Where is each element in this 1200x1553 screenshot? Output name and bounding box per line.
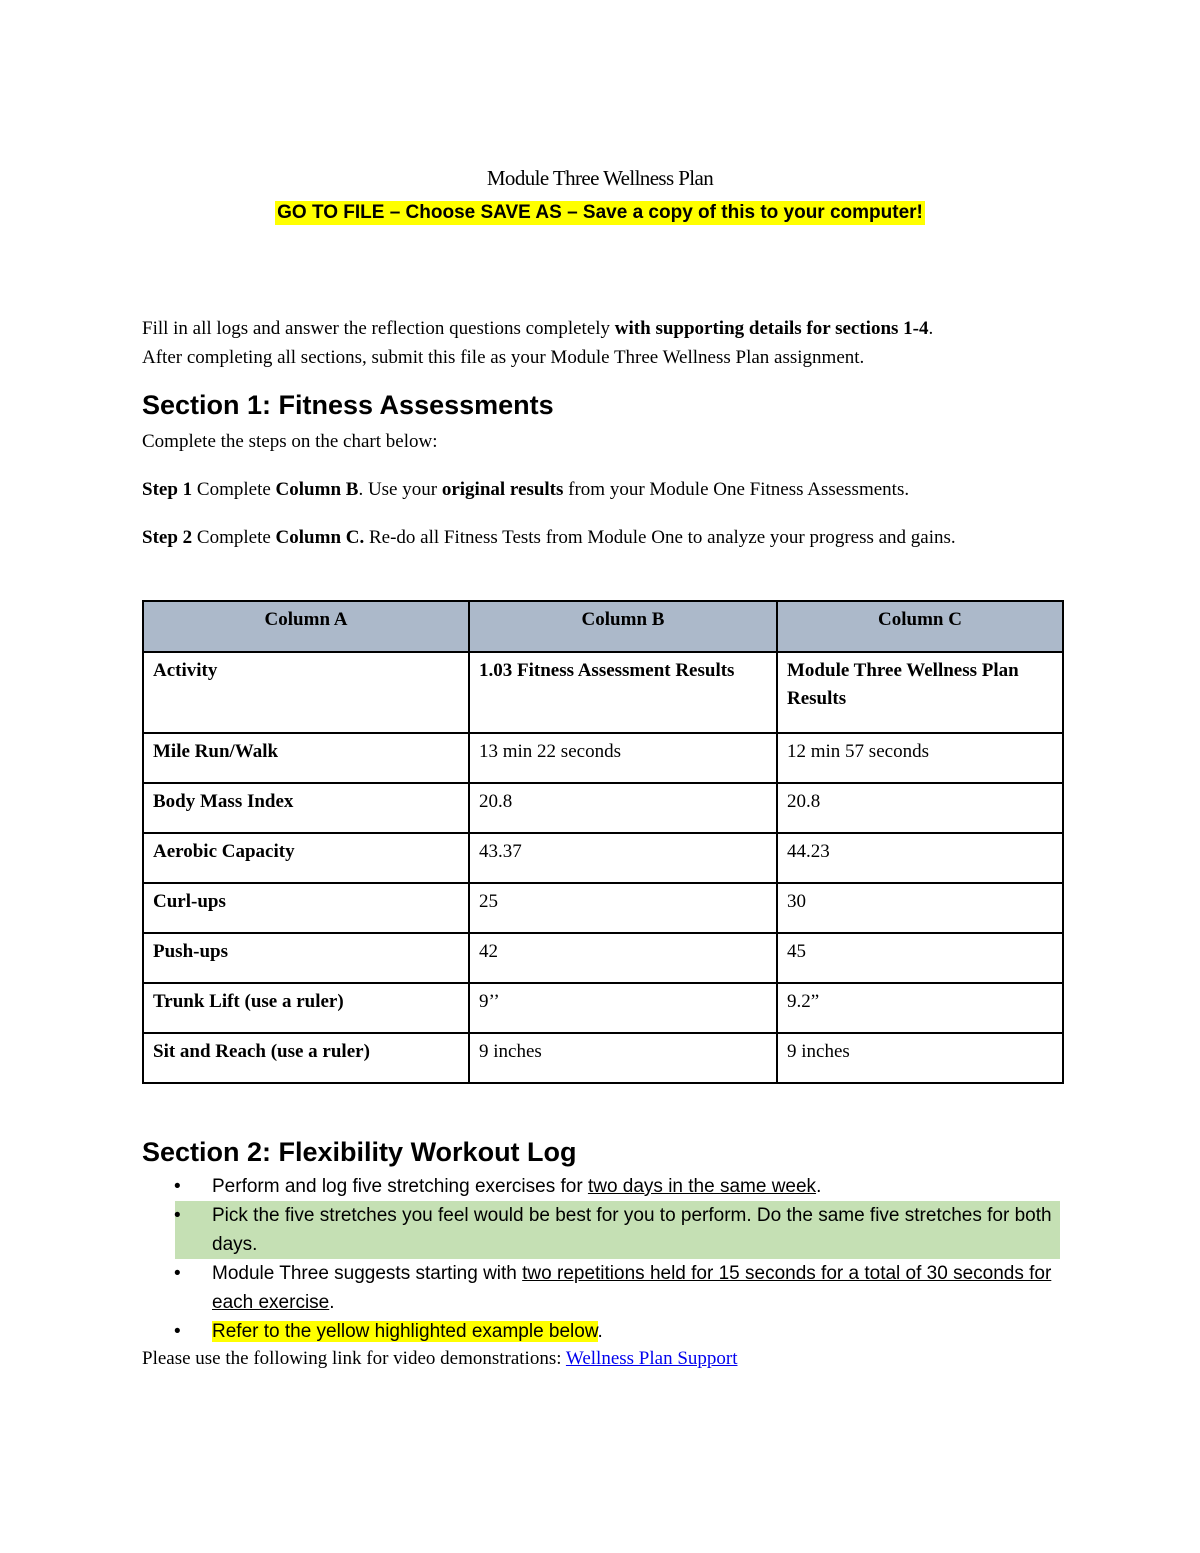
wellness-results-subheader: Module Three Wellness Plan Results bbox=[777, 652, 1063, 733]
column-c-cell[interactable]: 9.2” bbox=[777, 983, 1063, 1033]
table-subheader-row bbox=[143, 652, 1063, 733]
bullet4-highlighted: Refer to the yellow highlighted example below bbox=[212, 1321, 598, 1342]
section2-heading: Section 2: Flexibility Workout Log bbox=[142, 1137, 577, 1167]
column-c-header: Column C bbox=[777, 601, 1063, 652]
list-item bbox=[142, 1317, 1060, 1346]
activity-cell: Sit and Reach (use a ruler) bbox=[143, 1033, 469, 1083]
step1-text-c: from your Module One Fitness Assessments. bbox=[563, 479, 910, 500]
bullet4-period: . bbox=[597, 1321, 603, 1342]
activity-cell: Trunk Lift (use a ruler) bbox=[143, 983, 469, 1033]
video-demo-text: Please use the following link for video demonstrations: bbox=[142, 1348, 566, 1369]
column-c-cell[interactable]: 44.23 bbox=[777, 833, 1063, 883]
bullet2-text: Pick the five stretches you feel would be best for you to perform. Do the same five stretches for both days. bbox=[212, 1205, 1052, 1255]
table-row bbox=[143, 733, 1063, 783]
intro-text: Fill in all logs and answer the reflection questions completely bbox=[142, 318, 615, 339]
bullet1-period: . bbox=[816, 1176, 822, 1197]
save-banner-wrapper bbox=[0, 201, 1200, 225]
intro-bold-text: with supporting details for sections 1-4 bbox=[614, 318, 929, 339]
column-c-cell[interactable]: 9 inches bbox=[777, 1033, 1063, 1083]
table-header-row bbox=[143, 601, 1063, 652]
column-c-cell[interactable]: 12 min 57 seconds bbox=[777, 733, 1063, 783]
step2-text-a: Complete bbox=[192, 527, 276, 548]
list-item bbox=[175, 1201, 1060, 1259]
step1-original-results: original results bbox=[441, 479, 564, 500]
table-row bbox=[143, 783, 1063, 833]
bullet3-underlined: two repetitions held for 15 seconds for a total of 30 seconds for each exercise bbox=[212, 1263, 1052, 1313]
column-c-cell[interactable]: 20.8 bbox=[777, 783, 1063, 833]
activity-subheader: Activity bbox=[143, 652, 469, 733]
activity-cell: Mile Run/Walk bbox=[143, 733, 469, 783]
document-title: Module Three Wellness Plan bbox=[486, 166, 714, 190]
column-c-cell[interactable]: 45 bbox=[777, 933, 1063, 983]
flexibility-instructions-list bbox=[142, 1172, 1062, 1346]
bullet1-text: Perform and log five stretching exercises for bbox=[212, 1176, 588, 1197]
column-b-cell[interactable]: 43.37 bbox=[469, 833, 777, 883]
fitness-results-subheader: 1.03 Fitness Assessment Results bbox=[469, 652, 777, 733]
bullet3-text: Module Three suggests starting with bbox=[212, 1263, 523, 1284]
column-a-header: Column A bbox=[143, 601, 469, 652]
list-item bbox=[142, 1172, 1060, 1201]
column-b-cell[interactable]: 25 bbox=[469, 883, 777, 933]
list-item bbox=[142, 1259, 1060, 1317]
column-b-cell[interactable]: 9’’ bbox=[469, 983, 777, 1033]
activity-cell: Body Mass Index bbox=[143, 783, 469, 833]
bullet-icon: • bbox=[174, 1321, 181, 1342]
column-b-cell[interactable]: 13 min 22 seconds bbox=[469, 733, 777, 783]
step2-text-b: Re-do all Fitness Tests from Module One to analyze your progress and gains. bbox=[364, 527, 956, 548]
step2-instruction bbox=[142, 524, 1062, 553]
table-row bbox=[143, 933, 1063, 983]
column-b-cell[interactable]: 9 inches bbox=[469, 1033, 777, 1083]
table-row bbox=[143, 833, 1063, 883]
fitness-assessment-table bbox=[142, 600, 1064, 1084]
bullet1-underlined: two days in the same week bbox=[587, 1176, 817, 1197]
bullet-icon: • bbox=[174, 1176, 181, 1197]
column-c-cell[interactable]: 30 bbox=[777, 883, 1063, 933]
activity-cell: Curl-ups bbox=[143, 883, 469, 933]
column-b-cell[interactable]: 42 bbox=[469, 933, 777, 983]
step1-label: Step 1 bbox=[142, 479, 193, 500]
bullet3-period: . bbox=[329, 1292, 335, 1313]
column-b-cell[interactable]: 20.8 bbox=[469, 783, 777, 833]
step1-column: Column B bbox=[275, 479, 359, 500]
save-copy-banner: GO TO FILE – Choose SAVE AS – Save a copy of this to your computer! bbox=[277, 202, 923, 223]
wellness-plan-support-link[interactable]: Wellness Plan Support bbox=[565, 1348, 738, 1369]
intro-paragraph bbox=[142, 315, 1062, 372]
video-demo-line bbox=[142, 1345, 1062, 1374]
column-b-header: Column B bbox=[469, 601, 777, 652]
step1-text-a: Complete bbox=[192, 479, 276, 500]
activity-cell: Push-ups bbox=[143, 933, 469, 983]
activity-cell: Aerobic Capacity bbox=[143, 833, 469, 883]
bullet-icon: • bbox=[174, 1263, 181, 1284]
table-row bbox=[143, 1033, 1063, 1083]
intro-line2: After completing all sections, submit this file as your Module Three Wellness Plan assignment. bbox=[142, 346, 865, 368]
step2-column: Column C. bbox=[275, 527, 365, 548]
bullet-icon: • bbox=[174, 1205, 181, 1226]
table-row bbox=[143, 883, 1063, 933]
section1-instructions: Complete the steps on the chart below: bbox=[142, 431, 438, 452]
section1-heading: Section 1: Fitness Assessments bbox=[142, 390, 554, 420]
step1-text-b: . Use your bbox=[358, 479, 442, 500]
step2-label: Step 2 bbox=[142, 527, 193, 548]
step1-instruction bbox=[142, 476, 1062, 505]
intro-period: . bbox=[928, 318, 934, 339]
table-row bbox=[143, 983, 1063, 1033]
